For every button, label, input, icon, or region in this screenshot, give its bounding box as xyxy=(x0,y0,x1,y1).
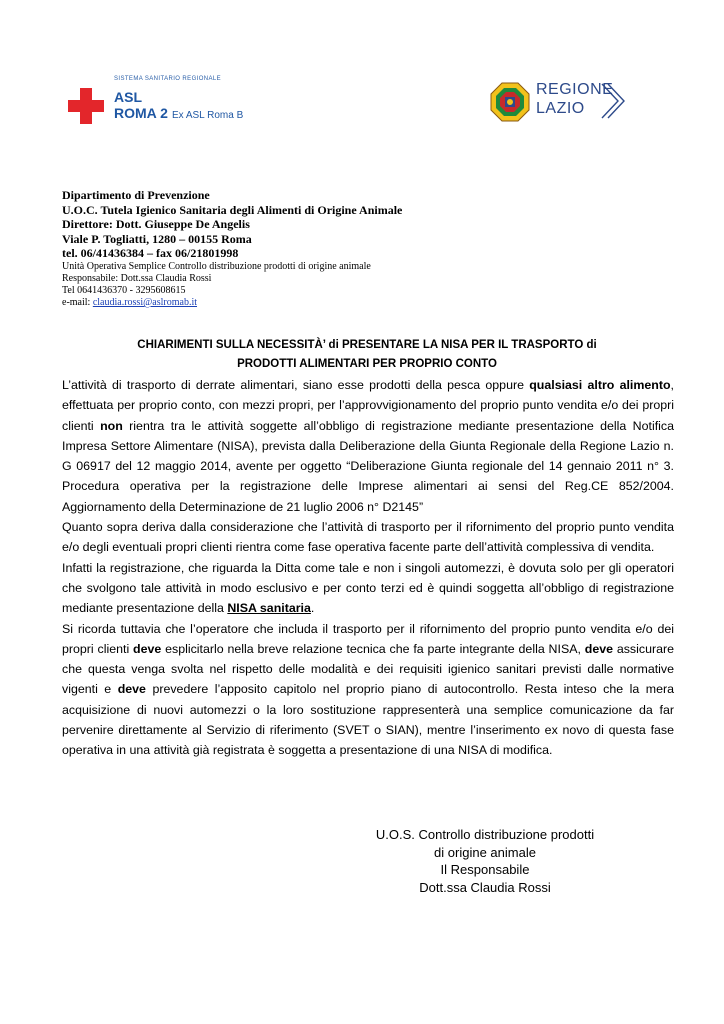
title-part-1: CHIARIMENTI SULLA NECESSITÀ’ xyxy=(137,339,326,351)
p1-a: L’attività di trasporto di derrate alimentari, siano esse prodotti della pesca oppure xyxy=(62,378,530,392)
uos-name: Unità Operativa Semplice Controllo distribuzione prodotti di origine animale xyxy=(62,260,371,272)
signature-line-4: Dott.ssa Claudia Rossi xyxy=(419,879,551,895)
p3-b: NISA sanitaria xyxy=(227,601,311,616)
p4-c: esplicitarlo nella breve relazione tecnica che fa parte integrante della NISA, xyxy=(161,641,585,656)
lazio-line2: LAZIO xyxy=(536,100,585,117)
p4-g: prevedere l’apposito capitolo nel proprio piano di autocontrollo. Resta inteso che la mera acquisizione di nuovi automezzi o la loro sostituzione rappresenterà una semplice comunicazione da far pervenire direttamente al Servizio di riferimento (SVET o SIAN), mentre l’inserimento ex novo di questa fase operativa in una attività già registrata è soggetta a presentazione di una NISA di modifica. xyxy=(62,682,674,758)
title-part-4: di xyxy=(583,339,597,351)
p4-b: deve xyxy=(133,641,162,656)
red-cross-icon xyxy=(68,88,104,124)
lazio-line1: REGIONE xyxy=(536,81,614,98)
paragraph-3 xyxy=(62,558,674,619)
signature-block xyxy=(340,826,630,896)
p3-a: Infatti la registrazione, che riguarda la Ditta come tale e non i singoli automezzi, è dovuta solo per gli operatori che svolgono tale attività in modo esclusivo e per conto terzi ed è quindi soggetta all’obbligo di registrazione mediante presentazione della xyxy=(62,560,674,616)
paragraph-2: Quanto sopra deriva dalla considerazione che l’attività di trasporto per il rifornimento del proprio punto vendita e/o degli eventuali propri clienti rientra come fase operativa facente parte dell’attività complessiva di vendita. xyxy=(62,520,674,555)
dept-director: Direttore: Dott. Giuseppe De Angelis xyxy=(62,217,250,232)
p1-d: non xyxy=(100,418,123,433)
signature-line-2: di origine animale xyxy=(434,844,536,860)
dept-address: Viale P. Togliatti, 1280 – 00155 Roma xyxy=(62,231,252,246)
asl-roma-line xyxy=(114,106,243,123)
dept-line-1: Dipartimento di Prevenzione xyxy=(62,188,210,202)
regione-lazio-logo xyxy=(490,78,640,124)
uos-email-line xyxy=(62,297,402,309)
p4-d: deve xyxy=(584,641,613,656)
title-part-3: PRESENTARE LA NISA PER IL TRASPORTO xyxy=(341,339,584,351)
asl-name: ASL xyxy=(114,89,142,105)
title-part-2: di xyxy=(325,339,342,351)
asl-roma-label: ROMA 2 xyxy=(114,105,168,121)
department-info xyxy=(62,188,402,309)
paragraph-1 xyxy=(62,375,674,517)
lazio-chevron-icon xyxy=(598,82,628,120)
p4-f: deve xyxy=(117,682,146,697)
signature-line-3: Il Responsabile xyxy=(440,862,530,877)
p3-c: . xyxy=(310,601,315,616)
uos-responsible: Responsabile: Dott.ssa Claudia Rossi xyxy=(62,272,212,284)
uos-phone: Tel 0641436370 - 3295608615 xyxy=(62,284,186,296)
title-part-5: PRODOTTI ALIMENTARI PER PROPRIO CONTO xyxy=(237,358,497,370)
asl-ex-label: Ex ASL Roma B xyxy=(171,110,244,121)
paragraph-4 xyxy=(62,619,674,761)
dept-line-2: U.O.C. Tutela Igienico Sanitaria degli Alimenti di Origine Animale xyxy=(62,202,403,217)
email-link[interactable]: claudia.rossi@aslromab.it xyxy=(92,296,198,308)
p1-b: qualsiasi altro alimento xyxy=(529,378,671,392)
email-label: e-mail: xyxy=(62,296,93,308)
lazio-emblem-icon xyxy=(490,82,530,122)
document-body xyxy=(62,375,674,761)
document-title xyxy=(62,336,672,374)
asl-subtitle: SISTEMA SANITARIO REGIONALE xyxy=(114,76,222,82)
signature-line-1: U.O.S. Controllo distribuzione prodotti xyxy=(375,827,595,842)
p4-a: Si ricorda tuttavia che l’operatore che includa il trasporto per il rifornimento del proprio punto vendita e/o dei propri clienti xyxy=(62,621,674,656)
p1-c: , effettuata per proprio conto, con mezzi propri, per l’approvvigionamento del proprio punto vendita e/o dei propri clienti xyxy=(62,378,674,433)
p1-e: rientra tra le attività soggette all’obbligo di registrazione mediante presentazione della Notifica Impresa Settore Alimentare (NISA), prevista dalla Deliberazione della Giunta Regionale della Regione Lazio n. G 06917 del 12 maggio 2014, avente per oggetto “Deliberazione Giunta regionale del 14 gennaio 2011 n° 3. Procedura operativa per la registrazione delle Imprese alimentari ai sensi del Reg.CE 852/2004. Aggiornamento della Determinazione de 21 luglio 2006 n° D2145” xyxy=(62,418,675,514)
dept-phone: tel. 06/41436384 – fax 06/21801998 xyxy=(62,246,239,261)
asl-roma2-logo xyxy=(68,76,278,130)
p4-e: assicurare che questa venga svolta nel rispetto delle modalità e dei requisiti igienico sanitari previsti dalle normative vigenti e xyxy=(62,641,674,697)
